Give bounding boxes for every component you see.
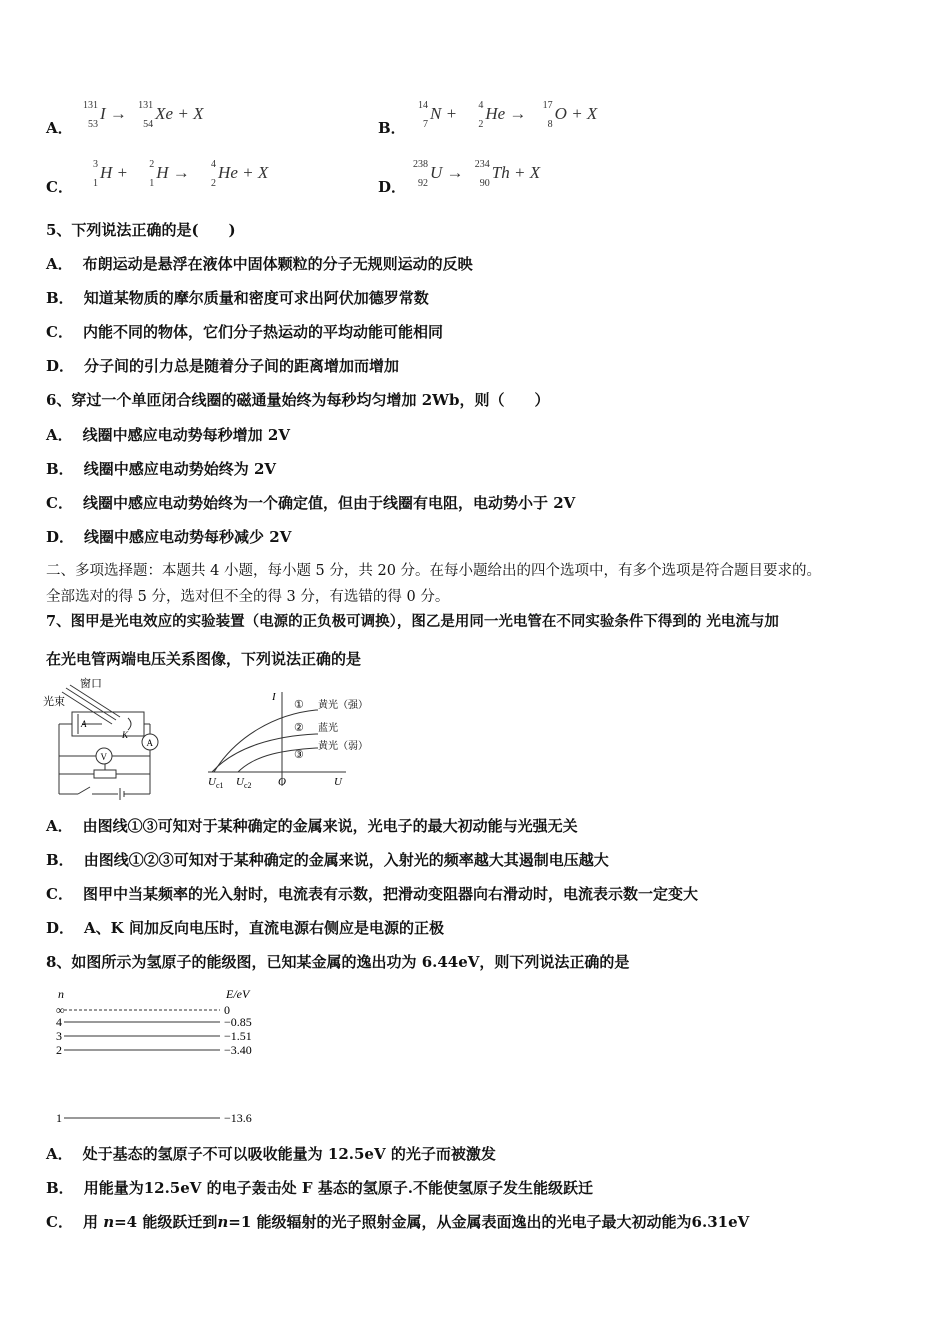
q5-option-d	[46, 356, 399, 376]
mass-number: 17	[542, 100, 553, 112]
mass-number: 131	[138, 100, 154, 112]
energy-level-value: −0.85	[224, 1015, 252, 1029]
element-symbol: Th	[491, 163, 510, 182]
q8-c-n2: n	[217, 1213, 229, 1231]
atomic-number: 92	[418, 178, 428, 190]
q7-a-letter: A．	[46, 817, 73, 835]
q4-option-a-equation	[76, 100, 204, 131]
q8-b-val2: F	[301, 1179, 313, 1197]
switch	[78, 787, 90, 794]
mass-number: 4	[478, 100, 484, 112]
q8-c-eq1: =4	[114, 1213, 138, 1231]
q8-option-a	[46, 1144, 496, 1164]
q7-d-pre: A、K	[84, 919, 124, 937]
isotope-notation	[132, 159, 156, 190]
q4-option-d-letter: D．	[378, 178, 407, 196]
mass-number: 14	[418, 100, 428, 112]
atomic-number: 1	[93, 178, 98, 190]
isotope-notation	[76, 100, 100, 131]
q7-b-text: 由图线①②③可知对于某种确定的金属来说，入射光的频率越大其遏制电压越大	[83, 851, 609, 869]
energy-level-n: 3	[56, 1029, 62, 1043]
element-symbol: O	[554, 104, 567, 123]
q7-option-b	[46, 850, 609, 870]
q8-stem	[46, 952, 629, 972]
element-symbol: H	[156, 163, 169, 182]
q8-b-post2: 基态的氢原子.不能使氢原子发生能级跃迁	[317, 1179, 594, 1197]
equation-operator: + X	[173, 104, 204, 123]
section2-line2: 全部选对的得 5 分，选对但不全的得 3 分，有选错的得 0 分。	[46, 589, 450, 605]
equation-operator: →	[442, 163, 468, 182]
atomic-number: 1	[149, 178, 155, 190]
energy-level-n: 4	[56, 1015, 62, 1029]
mass-number: 2	[149, 159, 155, 171]
q7-b-letter: B．	[46, 851, 74, 869]
q5-a-letter: A．	[46, 255, 73, 273]
atomic-number: 53	[88, 119, 98, 131]
anode-label: A	[81, 719, 87, 729]
q5-option-c	[46, 322, 443, 342]
q5-d-letter: D．	[46, 357, 75, 375]
q6-d-val: 2V	[269, 528, 292, 546]
i-axis-label: I	[272, 691, 276, 703]
q7-c-text: 图甲中当某频率的光入射时，电流表有示数，把滑动变阻器向右滑动时，电流表示数一定变大	[82, 885, 698, 903]
q8-stem-post: ，则下列说法正确的是	[479, 953, 630, 971]
q8-option-b	[46, 1178, 593, 1198]
equation-operator: +	[441, 104, 462, 123]
mass-number: 3	[93, 159, 98, 171]
mass-number: 238	[413, 159, 428, 171]
q5-option-b	[46, 288, 429, 308]
equation-operator: + X	[566, 104, 598, 123]
q8-option-c	[46, 1212, 749, 1232]
q7-figure-iu-graph	[206, 686, 396, 792]
element-symbol: H	[100, 163, 113, 182]
q5-b-letter: B．	[46, 289, 74, 307]
atomic-number: 54	[143, 119, 154, 131]
q7-option-a	[46, 816, 578, 836]
isotope-notation	[531, 100, 555, 131]
energy-level-value: 0	[224, 1003, 230, 1017]
voltmeter-label: V	[100, 752, 107, 762]
q8-b-pre: 用能量为	[83, 1179, 144, 1197]
q6-c-text: 线圈中感应电动势始终为一个确定值，但由于线圈有电阻，电动势小于	[82, 494, 548, 512]
atomic-number: 2	[478, 119, 484, 131]
mass-number: 4	[211, 159, 217, 171]
element-symbol: Xe	[155, 104, 174, 123]
energy-level-n: ∞	[56, 1003, 65, 1017]
element-symbol: He	[485, 104, 506, 123]
origin-label: O	[278, 776, 286, 788]
curve1-number: ①	[294, 699, 304, 711]
window-label: 窗口	[80, 678, 102, 690]
cathode-plate	[128, 718, 131, 730]
atomic-number: 90	[479, 178, 490, 190]
curve3-number: ③	[294, 749, 304, 761]
equation-operator: +	[112, 163, 133, 182]
ammeter-label: A	[146, 738, 153, 748]
q8-c-val: 6.31eV	[691, 1213, 750, 1231]
curve3-label: 黄光（弱）	[318, 741, 368, 752]
energy-level-n: 1	[56, 1111, 62, 1125]
q6-option-a	[46, 425, 290, 445]
q6-option-c	[46, 493, 575, 513]
q7-a-text: 由图线①③可知对于某种确定的金属来说，光电子的最大初动能与光强无关	[82, 817, 578, 835]
uc2-subscript: c2	[244, 781, 252, 790]
q7-stem-line1: 7、图甲是光电效应的实验装置（电源的正负极可调换），图乙是用同一光电管在不同实验条件下得到的 光电流与加	[46, 613, 779, 630]
q8-c-mid2: 能级辐射的光子照射金属，从金属表面逸出的光电子最大初动能为	[256, 1213, 692, 1231]
q5-b-text: 知道某物质的摩尔质量和密度可求出阿伏加德罗常数	[83, 289, 429, 307]
element-symbol: N	[430, 104, 442, 123]
q8-c-pre: 用	[82, 1213, 98, 1231]
equation-operator: →	[505, 104, 531, 123]
rheostat	[94, 770, 116, 778]
q6-b-letter: B．	[46, 460, 74, 478]
section2-line1: 二、多项选择题：本题共 4 小题，每小题 5 分，共 20 分。在每小题给出的四个选项中，有多个选项是符合题目要求的。	[46, 563, 822, 579]
isotope-notation	[131, 100, 155, 131]
q8-a-post: 的光子而被激发	[390, 1145, 496, 1163]
q4-option-b-equation	[406, 100, 598, 131]
q5-a-text: 布朗运动是悬浮在液体中固体颗粒的分子无规则运动的反映	[82, 255, 473, 273]
energy-level-value: −3.40	[224, 1043, 252, 1057]
q8-c-mid: 能级跃迁到	[142, 1213, 218, 1231]
atomic-number: 2	[211, 178, 217, 190]
curve-yellow-weak	[238, 748, 318, 772]
q8-b-post: 的电子轰击处	[206, 1179, 297, 1197]
q5-stem: 5、下列说法正确的是( )	[46, 221, 236, 239]
q8-a-pre: 处于基态的氢原子不可以吸收能量为	[82, 1145, 323, 1163]
q6-option-b	[46, 459, 276, 479]
q6-d-letter: D．	[46, 528, 75, 546]
q5-c-text: 内能不同的物体，它们分子热运动的平均动能可能相同	[82, 323, 443, 341]
curve2-label: 蓝光	[318, 723, 338, 734]
light-ray-2	[66, 688, 116, 720]
q8-a-val: 12.5eV	[327, 1145, 386, 1163]
cathode-label: K	[122, 730, 129, 740]
q6-c-letter: C．	[46, 494, 73, 512]
element-symbol: I	[100, 104, 106, 123]
energy-levels	[56, 1003, 252, 1125]
q6-stem	[46, 390, 549, 410]
atomic-number: 8	[547, 119, 553, 131]
uc1-subscript: c1	[216, 781, 224, 790]
q8-a-letter: A．	[46, 1145, 73, 1163]
q7-c-letter: C．	[46, 885, 73, 903]
q8-stem-val: 6.44eV	[421, 953, 480, 971]
q8-b-letter: B．	[46, 1179, 74, 1197]
q6-stem-post: ，则（ ）	[459, 391, 550, 409]
energy-level-value: −13.6	[224, 1111, 252, 1125]
e-column-label: E/eV	[226, 987, 250, 1001]
curve1-label: 黄光（强）	[318, 700, 368, 711]
light-ray-1	[62, 692, 112, 724]
isotope-notation	[76, 159, 100, 190]
curve2-number: ②	[294, 722, 304, 734]
beam-label: 光束	[43, 696, 65, 708]
q4-option-d-equation	[406, 159, 541, 190]
uc1-label: U	[208, 776, 216, 788]
q4-option-b-letter: B．	[378, 119, 406, 137]
equation-operator: →	[168, 163, 195, 182]
q7-stem-line2: 在光电管两端电压关系图像，下列说法正确的是	[46, 650, 362, 668]
equation-operator: →	[105, 104, 132, 123]
isotope-notation	[406, 159, 430, 190]
element-symbol: U	[430, 163, 443, 182]
isotope-notation	[468, 159, 492, 190]
mass-number: 131	[83, 100, 98, 112]
q8-energy-level-diagram	[52, 984, 282, 1130]
q6-b-text: 线圈中感应电动势始终为	[83, 460, 249, 478]
isotope-notation	[461, 100, 485, 131]
q4-option-a-letter: A．	[46, 119, 73, 137]
q6-stem-val: 2Wb	[421, 391, 460, 409]
atomic-number: 7	[423, 119, 428, 131]
q6-b-val: 2V	[253, 460, 277, 478]
q8-c-letter: C．	[46, 1213, 73, 1231]
isotope-notation	[406, 100, 430, 131]
q6-option-d	[46, 527, 291, 547]
q5-option-a	[46, 254, 473, 274]
q8-c-eq2: =1	[228, 1213, 252, 1231]
equation-operator: + X	[237, 163, 269, 182]
q6-d-text: 线圈中感应电动势每秒减少	[84, 528, 265, 546]
q6-stem-pre: 6、穿过一个单匝闭合线圈的磁通量始终为每秒均匀增加	[46, 391, 417, 409]
energy-level-value: −1.51	[224, 1029, 252, 1043]
q5-d-text: 分子间的引力总是随着分子间的距离增加而增加	[84, 357, 400, 375]
u-axis-label: U	[334, 776, 342, 788]
q6-c-val: 2V	[553, 494, 576, 512]
q6-a-val: 2V	[267, 426, 290, 444]
energy-level-n: 2	[56, 1043, 62, 1057]
q8-stem-pre: 8、如图所示为氢原子的能级图，已知某金属的逸出功为	[46, 953, 417, 971]
q7-option-d	[46, 918, 444, 938]
q5-c-letter: C．	[46, 323, 73, 341]
isotope-notation	[194, 159, 218, 190]
q4-option-c-letter: C．	[46, 178, 73, 196]
q6-a-letter: A．	[46, 426, 73, 444]
q7-d-text: 间加反向电压时，直流电源右侧应是电源的正极	[128, 919, 444, 937]
mass-number: 234	[474, 159, 490, 171]
uc2-label: U	[236, 776, 244, 788]
element-symbol: He	[218, 163, 238, 182]
q7-figure-apparatus	[42, 676, 172, 800]
q8-b-val: 12.5eV	[143, 1179, 202, 1197]
q7-d-letter: D．	[46, 919, 75, 937]
n-column-label: n	[58, 987, 64, 1001]
q6-a-text: 线圈中感应电动势每秒增加	[82, 426, 263, 444]
q4-option-c-equation	[76, 159, 269, 190]
equation-operator: + X	[509, 163, 541, 182]
q7-option-c	[46, 884, 698, 904]
q8-c-n1: n	[103, 1213, 115, 1231]
